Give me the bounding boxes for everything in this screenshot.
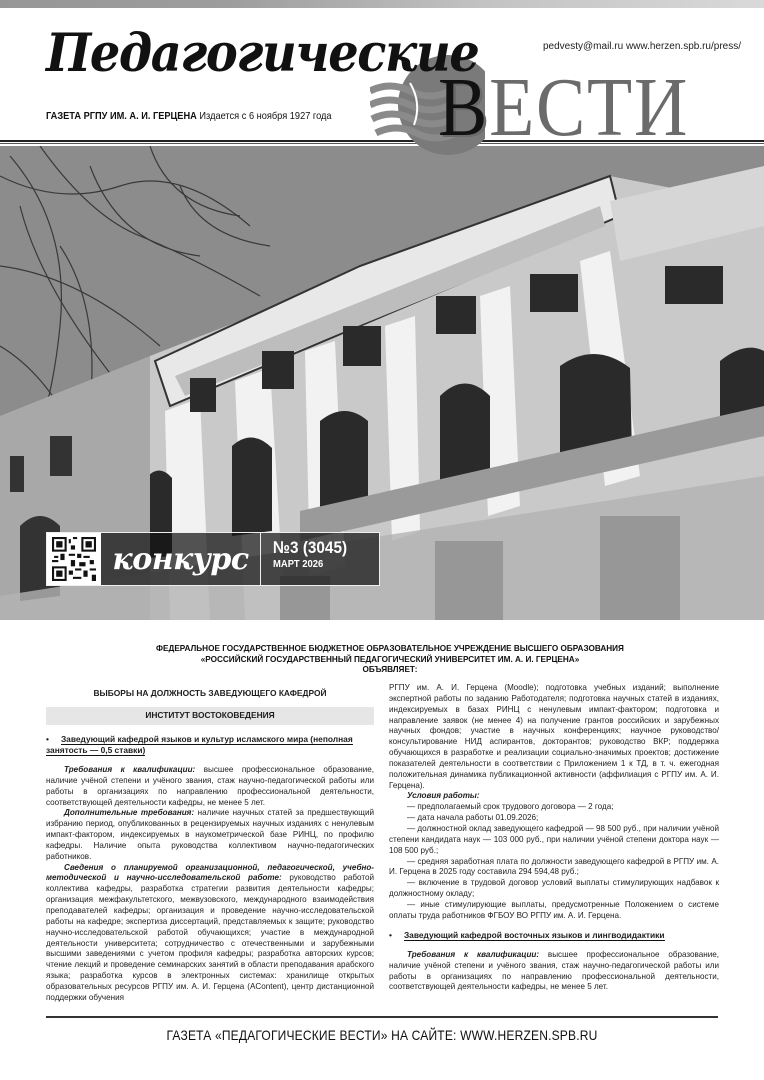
publication-since: Издается с 6 ноября 1927 года [199, 110, 332, 122]
announcement-line-1: ФЕДЕРАЛЬНОЕ ГОСУДАРСТВЕННОЕ БЮДЖЕТНОЕ ОБРАЗОВАТЕЛЬНОЕ УЧРЕЖДЕНИЕ ВЫСШЕГО ОБРАЗОВАНИЯ [156, 644, 624, 653]
title-rest: ЕСТИ [489, 61, 690, 154]
bullet-icon: • [389, 929, 392, 940]
announcement-line-2: «РОССИЙСКИЙ ГОСУДАРСТВЕННЫЙ ПЕДАГОГИЧЕСКИЙ УНИВЕРСИТЕТ ИМ. А. И. ГЕРЦЕНА» [200, 654, 580, 664]
additional-text: наличие научных статей за предшествующий избранию период, опубликованных в рецензируемых научных изданиях с ненулевым импакт-фактором, индексируемых в наукометрической базе РИНЦ, по профилю кафедры. Наличие опыта руководства коллективом научно-педагогических работников. [46, 808, 374, 861]
footer-website-line[interactable]: ГАЗЕТА «ПЕДАГОГИЧЕСКИЕ ВЕСТИ» НА САЙТЕ: WWW.HERZEN.SPB.RU [166, 1027, 598, 1043]
planned-work-continued: РГПУ им. А. И. Герцена (Moodle); подготовка учебных изданий; выполнение экспертной работы по заданию Работодателя; подготовка научных статей в изданиях, индексируемых в базах РИНЦ с ненулевым импакт-фактором; подготовка и направление заявок (не менее 4) на получение грантов российских и зарубежных научных фондов; участие в научных конференциях; научное руководство/консультирование НИД аспирантов, докторантов; руководство ВКР; поддержка обучающихся в разработке и реализации социально-значимых проектов; достижение показателей деятельности в соответствии с Приложением 1 к ТД, в т. ч. ежегодная положительная динамика публикационной активности (аффилиация с РГПУ им. А. И. Герцена). [389, 683, 719, 790]
institute-heading: ИНСТИТУТ ВОСТОКОВЕДЕНИЯ [46, 707, 374, 724]
qr-code-graphic [51, 537, 97, 581]
position-2-heading [389, 930, 719, 941]
condition-item: — предполагаемый срок трудового договора — 2 года; [407, 802, 614, 812]
section-label: конкурс [101, 533, 261, 585]
position-1-planned-work [46, 863, 374, 1004]
issue-number: №3 (3045) [273, 538, 348, 557]
additional-label: Дополнительные требования: [64, 808, 195, 818]
issue-info-box [46, 532, 380, 586]
planned-work-label: Сведения о планируемой организационной, педагогической, учебно-методической и научно-исследовательской работе: [46, 862, 374, 883]
article-column-right [389, 683, 719, 993]
issue-date: МАРТ 2026 [273, 557, 324, 570]
position-1-title: Заведующий кафедрой языков и культур исламского мира (неполная занятость — 0,5 ставки) [46, 733, 353, 755]
bullet-icon: • [46, 733, 49, 744]
spacer [389, 922, 719, 930]
position-1-heading [46, 734, 374, 757]
conditions-label: Условия работы: [407, 791, 480, 801]
condition-item: — дата начала работы 01.09.2026; [407, 813, 539, 823]
condition-item: — должностной оклад заведующего кафедрой — 98 500 руб., при наличии учёной степени кандидата наук — 103 000 руб., при наличии учёной степени доктора наук — 108 500 руб.; [389, 823, 719, 855]
article-column-left [46, 688, 374, 1004]
planned-work-text: руководство работой коллектива кафедры, разработка стратегии развития деятельности кафедры; организация межфакультетского, межвузовского, международного взаимодействия преподавателей кафедры; организация и проведение научно-исследовательской работы на кафедре; экспертиза диссертаций, представляемых к защите; руководство научно-исследовательской работой обучающихся; участие в международной деятельности университета; сотрудничество с отечественными и зарубежными высшими заведениями с учетом профиля кафедры; разработка авторских курсов; чтение лекций и проведение семинарских занятий в области преподавания арабского языка; разработка курсов в электронных системах: хранилище открытых образовательных ресурсов РГПУ им. А. И. Герцена (AContent), центр дистанционной поддержки обучения [46, 873, 374, 1002]
position-1-qualifications [46, 765, 374, 808]
condition-item: — включение в трудовой договор условий выплаты стимулирующих надбавок к должностному окладу; [389, 878, 719, 899]
condition-item: — иные стимулирующие выплаты, предусмотренные Положением о системе оплаты труда работников ФГБОУ ВО РГПУ им. А. И. Герцена. [389, 899, 719, 920]
newspaper-title-part1: Педагогические [46, 23, 479, 84]
publisher-name: ГАЗЕТА РГПУ ИМ. А. И. ГЕРЦЕНА [46, 110, 197, 122]
announcement-header [40, 644, 740, 676]
qualifications-text: высшее профессиональное образование, наличие учёной степени и учёного звания, стаж научно-педагогической работы или работы в организациях по направлению профессиональной деятельности, соответствующей деятельности кафедры, не менее 5 лет. [389, 949, 720, 992]
section-title: ВЫБОРЫ НА ДОЛЖНОСТЬ ЗАВЕДУЮЩЕГО КАФЕДРОЙ [93, 688, 327, 698]
position-2-title: Заведующий кафедрой восточных языков и лингводидактики [403, 929, 665, 940]
masthead [0, 8, 764, 154]
publisher-line [46, 110, 332, 122]
qualifications-text: высшее профессиональное образование, наличие учёной степени и учёного звания, стаж научно-педагогической работы или работы в организациях по направлению профессиональной деятельности, соответствующей деятельности кафедры, не менее 5 лет. [46, 765, 374, 807]
contacts-line[interactable]: pedvesty@mail.ru www.herzen.spb.ru/press/ [543, 41, 742, 52]
title-initial-letter: В [438, 61, 490, 154]
position-2-qualifications [389, 950, 719, 993]
announcement-line-3: ОБЪЯВЛЯЕТ: [362, 665, 418, 675]
footer-divider [46, 1016, 718, 1018]
top-gradient-bar [0, 0, 764, 8]
position-1-additional [46, 808, 374, 862]
issue-details [261, 533, 355, 585]
qr-code-icon[interactable] [47, 533, 101, 585]
qualifications-label: Требования к квалификации: [64, 765, 196, 774]
qualifications-label: Требования к квалификации: [407, 949, 540, 959]
condition-item: — средняя заработная плата по должности заведующего кафедрой в РГПУ им. А. И. Герцена в 2025 году составила 294 594,48 руб.; [389, 856, 719, 877]
